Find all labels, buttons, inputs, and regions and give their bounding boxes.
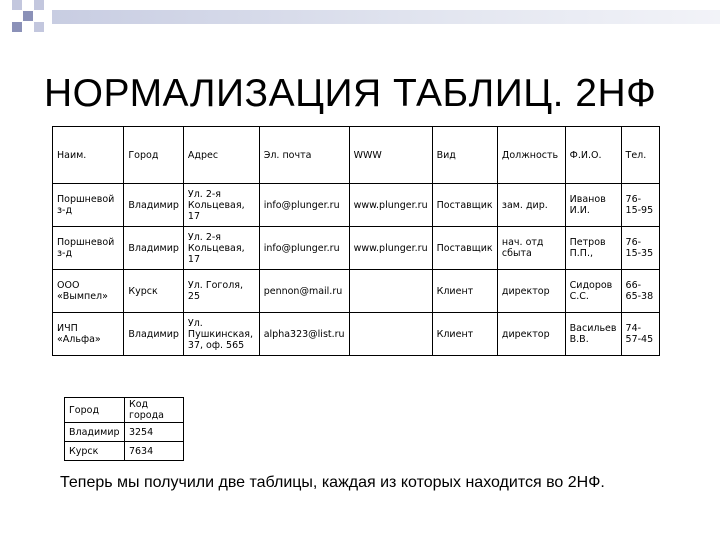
table-cell: alpha323@list.ru bbox=[259, 313, 349, 356]
header-cell: Наим. bbox=[53, 127, 124, 184]
table-row bbox=[53, 313, 660, 356]
header-cell: Ф.И.О. bbox=[565, 127, 621, 184]
table-cell: Петров П.П., bbox=[565, 227, 621, 270]
slide-title: НОРМАЛИЗАЦИЯ ТАБЛИЦ. 2НФ bbox=[44, 72, 657, 115]
table-cell: 66-65-38 bbox=[621, 270, 659, 313]
decorative-gradient-bar bbox=[52, 10, 720, 24]
table-cell: Поставщик bbox=[432, 184, 497, 227]
table-cell: Владимир bbox=[65, 423, 125, 442]
table-cell: ООО «Вымпел» bbox=[53, 270, 124, 313]
header-cell: Тел. bbox=[621, 127, 659, 184]
table-cell: www.plunger.ru bbox=[349, 184, 432, 227]
decorative-header bbox=[0, 0, 720, 36]
table-cell: директор bbox=[497, 270, 565, 313]
table-cell: Владимир bbox=[124, 313, 184, 356]
table-cell: нач. отд сбыта bbox=[497, 227, 565, 270]
table-cell: Ул. 2-я Кольцевая, 17 bbox=[183, 184, 259, 227]
table-cell: Владимир bbox=[124, 184, 184, 227]
table-cell: зам. дир. bbox=[497, 184, 565, 227]
table-cell: директор bbox=[497, 313, 565, 356]
header-cell: Должность bbox=[497, 127, 565, 184]
table-cell: 3254 bbox=[124, 423, 183, 442]
table-cell bbox=[349, 270, 432, 313]
table-cell: Иванов И.И. bbox=[565, 184, 621, 227]
table-cell: Курск bbox=[65, 442, 125, 461]
table-row bbox=[65, 442, 184, 461]
table-cell bbox=[349, 313, 432, 356]
table-cell: ИЧП «Альфа» bbox=[53, 313, 124, 356]
table-cell: Поставщик bbox=[432, 227, 497, 270]
header-cell: Эл. почта bbox=[259, 127, 349, 184]
table-cell: pennon@mail.ru bbox=[259, 270, 349, 313]
header-cell: Город bbox=[124, 127, 184, 184]
table-row bbox=[65, 423, 184, 442]
table-cell: www.plunger.ru bbox=[349, 227, 432, 270]
table-cell: info@plunger.ru bbox=[259, 227, 349, 270]
city-codes-table bbox=[64, 397, 184, 461]
decorative-square bbox=[34, 22, 44, 32]
table-cell: Поршневой з-д bbox=[53, 184, 124, 227]
organizations-table bbox=[52, 126, 660, 356]
table-cell: 76-15-95 bbox=[621, 184, 659, 227]
table-cell: Ул. 2-я Кольцевая, 17 bbox=[183, 227, 259, 270]
decorative-square bbox=[12, 0, 22, 10]
table-cell: Владимир bbox=[124, 227, 184, 270]
table-header-row bbox=[53, 127, 660, 184]
table-cell: Клиент bbox=[432, 270, 497, 313]
decorative-square bbox=[12, 22, 22, 32]
table-cell: Поршневой з-д bbox=[53, 227, 124, 270]
table-cell: Ул. Гоголя, 25 bbox=[183, 270, 259, 313]
header-cell: Адрес bbox=[183, 127, 259, 184]
table-row bbox=[53, 184, 660, 227]
header-cell: Вид bbox=[432, 127, 497, 184]
decorative-square bbox=[23, 11, 33, 21]
header-cell: WWW bbox=[349, 127, 432, 184]
table-cell: 74-57-45 bbox=[621, 313, 659, 356]
slide-caption: Теперь мы получили две таблицы, каждая из которых находится во 2НФ. bbox=[60, 474, 605, 491]
table-row bbox=[53, 270, 660, 313]
table-cell: Ул. Пушкинская, 37, оф. 565 bbox=[183, 313, 259, 356]
header-cell: Код города bbox=[124, 398, 183, 423]
header-cell: Город bbox=[65, 398, 125, 423]
table-cell: Клиент bbox=[432, 313, 497, 356]
table-row bbox=[53, 227, 660, 270]
table-cell: 76-15-35 bbox=[621, 227, 659, 270]
table-header-row bbox=[65, 398, 184, 423]
decorative-square bbox=[34, 0, 44, 10]
table-cell: Васильев В.В. bbox=[565, 313, 621, 356]
table-cell: Сидоров С.С. bbox=[565, 270, 621, 313]
table-cell: 7634 bbox=[124, 442, 183, 461]
table-cell: Курск bbox=[124, 270, 184, 313]
table-cell: info@plunger.ru bbox=[259, 184, 349, 227]
